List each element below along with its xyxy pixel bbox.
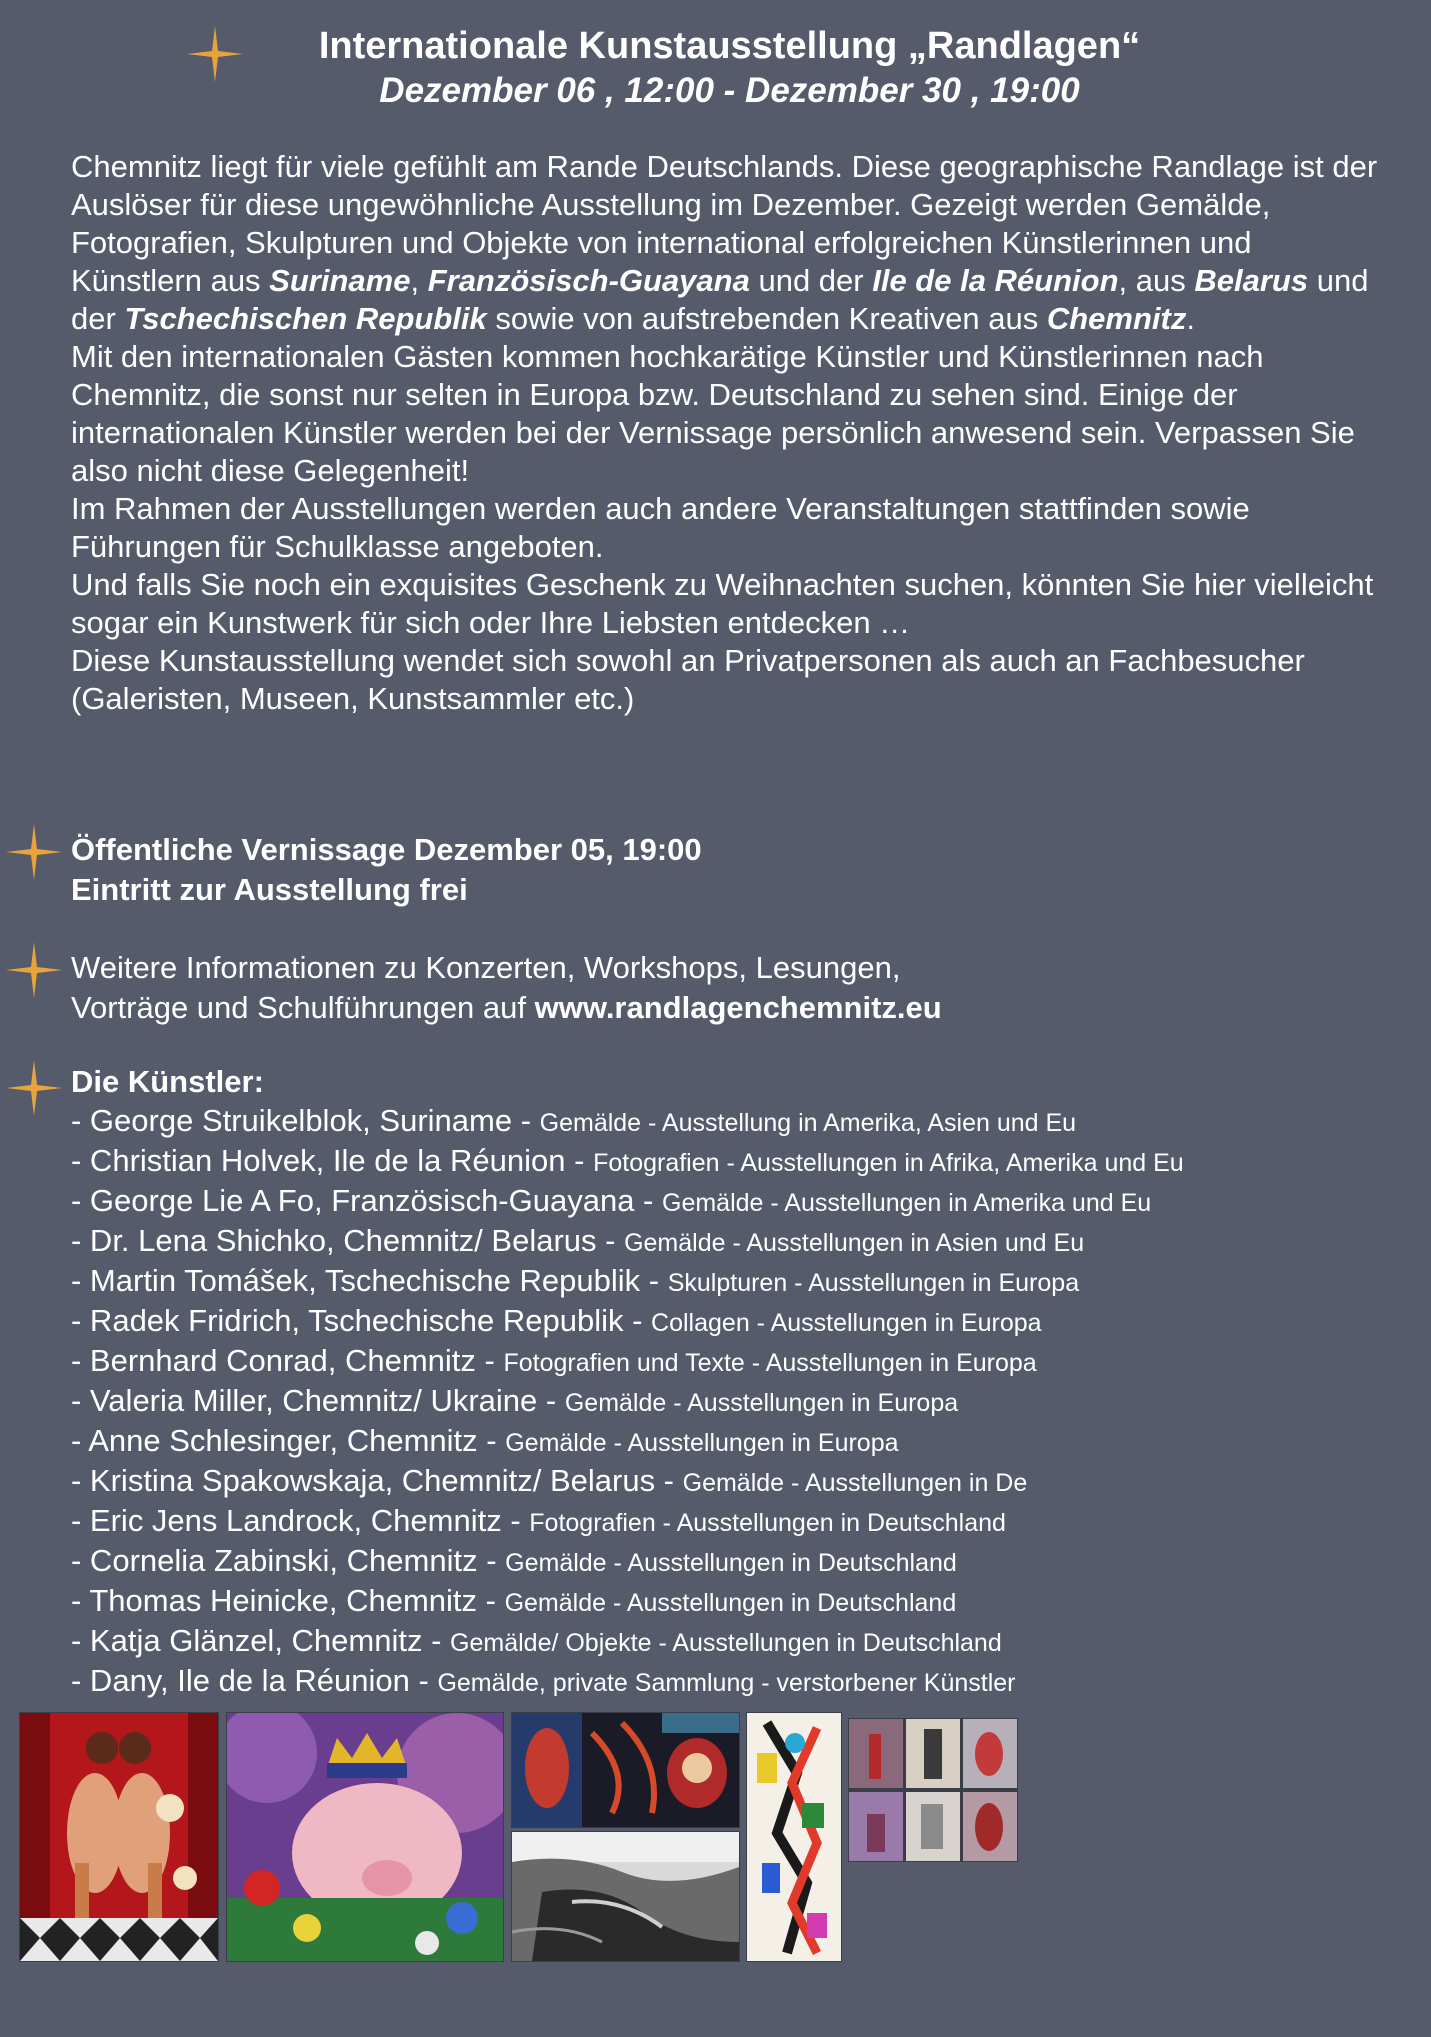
intro-paragraph-6: (Galeristen, Museen, Kunstsammler etc.) <box>71 681 635 716</box>
artist-detail: Gemälde - Ausstellungen in Amerika und Eu <box>662 1189 1152 1217</box>
artist-name: - Martin Tomášek, Tschechische Republik - <box>71 1263 668 1298</box>
country-reunion: Ile de la Réunion <box>872 263 1119 298</box>
page-title: Internationale Kunstausstellung „Randlagen“ <box>318 25 1141 67</box>
artist-entry <box>71 1502 1411 1542</box>
website-link[interactable]: www.randlagenchemnitz.eu <box>534 990 942 1025</box>
city-chemnitz: Chemnitz <box>1046 301 1187 336</box>
artist-detail: Gemälde - Ausstellungen in Deutschland <box>504 1589 957 1617</box>
artist-entry <box>71 1542 1411 1582</box>
artist-name: - Christian Holvek, Ile de la Réunion - <box>71 1143 594 1178</box>
artist-entry <box>71 1342 1411 1382</box>
artists-list <box>71 1102 1411 1702</box>
info-text: Vorträge und Schulführungen auf <box>71 990 535 1025</box>
artist-entry <box>71 1382 1411 1422</box>
intro-paragraph-1 <box>71 148 1391 338</box>
artwork-image-crowned-pig <box>226 1712 504 1962</box>
artist-name: - George Struikelblok, Suriname - <box>71 1103 540 1138</box>
artist-entry <box>71 1662 1411 1702</box>
artist-entry <box>71 1582 1411 1622</box>
artist-detail: Gemälde - Ausstellungen in Europa <box>505 1429 899 1457</box>
artist-detail: Fotografien - Ausstellungen in Deutschland <box>529 1509 1006 1537</box>
intro-paragraph-5: Diese Kunstausstellung wendet sich sowohl an Privatpersonen als auch an Fachbesucher <box>71 643 1305 678</box>
artist-detail: Skulpturen - Ausstellungen in Europa <box>667 1269 1080 1297</box>
artwork-image-twins <box>19 1712 219 1962</box>
event-dates: Dezember 06 , 12:00 - Dezember 30 , 19:00 <box>379 71 1080 110</box>
country-belarus: Belarus <box>1194 263 1309 298</box>
intro-paragraph-2: Mit den internationalen Gästen kommen hochkarätige Künstler und Künstlerinnen nach Chemnitz, die sonst nur selten in Europa bzw. Deutschland zu sehen sind. Einige der internationalen Künstler werden bei der Vernissage persönlich anwesend sein. Verpassen Sie also nicht diese Gelegenheit! <box>71 339 1355 488</box>
artwork-image-bw-photograph <box>511 1831 740 1962</box>
vernissage-date: Öffentliche Vernissage Dezember 05, 19:00 <box>71 832 702 867</box>
artist-detail: Gemälde - Ausstellungen in De <box>682 1469 1028 1497</box>
artist-name: - Valeria Miller, Chemnitz/ Ukraine - <box>71 1383 565 1418</box>
artist-detail: Collagen - Ausstellungen in Europa <box>651 1309 1042 1337</box>
artist-entry <box>71 1422 1411 1462</box>
sparkle-star-icon <box>4 1058 64 1118</box>
sparkle-star-icon <box>4 940 64 1000</box>
vernissage-section <box>71 830 702 910</box>
artist-detail: Gemälde - Ausstellungen in Deutschland <box>505 1549 957 1577</box>
artist-detail: Gemälde - Ausstellung in Amerika, Asien und Eu <box>539 1109 1077 1137</box>
intro-text-part: , aus <box>1118 263 1195 298</box>
artist-entry <box>71 1262 1411 1302</box>
artist-entry <box>71 1462 1411 1502</box>
intro-text-part: Chemnitz liegt für viele gefühlt am Rande Deutschlands. Diese geographische Randlage ist der Auslöser für diese ungewöhnliche Ausstellung im Dezember. Gezeigt werden Gemälde, Fotografien, Skulpturen und Objekte von international erfolgreichen Künstlerinnen und Künstlern aus <box>71 149 1378 298</box>
intro-text-part: , <box>410 263 428 298</box>
artist-name: - Kristina Spakowskaja, Chemnitz/ Belarus - <box>71 1463 683 1498</box>
artist-entry <box>71 1182 1411 1222</box>
artist-detail: Fotografien - Ausstellungen in Afrika, Amerika und Eu <box>593 1149 1184 1177</box>
info-line-2 <box>71 988 942 1028</box>
intro-text-part: . <box>1186 301 1195 336</box>
artist-name: - Dany, Ile de la Réunion - <box>71 1663 438 1698</box>
intro-paragraph-3: Im Rahmen der Ausstellungen werden auch andere Veranstaltungen stattfinden sowie Führungen für Schulklasse angeboten. <box>71 491 1250 564</box>
country-suriname: Suriname <box>269 263 411 298</box>
artwork-image-abstract-figures <box>511 1712 740 1828</box>
artist-name: - George Lie A Fo, Französisch-Guayana - <box>71 1183 662 1218</box>
country-french-guiana: Französisch-Guayana <box>427 263 750 298</box>
artist-name: - Cornelia Zabinski, Chemnitz - <box>71 1543 506 1578</box>
artist-entry <box>71 1622 1411 1662</box>
artist-detail: Fotografien und Texte - Ausstellungen in Europa <box>503 1349 1037 1377</box>
artist-name: - Anne Schlesinger, Chemnitz - <box>71 1423 506 1458</box>
artist-name: - Dr. Lena Shichko, Chemnitz/ Belarus - <box>71 1223 625 1258</box>
header <box>0 22 1431 112</box>
free-entry: Eintritt zur Ausstellung frei <box>71 872 468 907</box>
intro-text <box>71 148 1391 718</box>
artist-name: - Katja Glänzel, Chemnitz - <box>71 1623 451 1658</box>
artist-entry <box>71 1222 1411 1262</box>
artists-heading: Die Künstler: <box>71 1064 264 1099</box>
intro-text-part: sowie von aufstrebenden Kreativen aus <box>486 301 1047 336</box>
artist-entry <box>71 1102 1411 1142</box>
sparkle-star-icon <box>4 822 64 882</box>
artwork-image-colorful-figure <box>746 1712 842 1962</box>
country-czech: Tschechischen Republik <box>124 301 487 336</box>
artist-name: - Eric Jens Landrock, Chemnitz - <box>71 1503 530 1538</box>
artwork-image-sculpture-collage <box>848 1718 1018 1862</box>
artist-name: - Bernhard Conrad, Chemnitz - <box>71 1343 504 1378</box>
artist-name: - Radek Fridrich, Tschechische Republik - <box>71 1303 652 1338</box>
artist-detail: Gemälde - Ausstellungen in Europa <box>564 1389 959 1417</box>
artist-name: - Thomas Heinicke, Chemnitz - <box>71 1583 505 1618</box>
artist-entry <box>71 1302 1411 1342</box>
info-section <box>71 948 942 1028</box>
intro-paragraph-4: Und falls Sie noch ein exquisites Geschenk zu Weihnachten suchen, könnten Sie hier vielleicht sogar ein Kunstwerk für sich oder Ihre Liebsten entdecken … <box>71 567 1374 640</box>
intro-text-part: und der <box>71 263 1369 336</box>
artist-detail: Gemälde, private Sammlung - verstorbener Künstler <box>437 1669 1016 1697</box>
artist-detail: Gemälde - Ausstellungen in Asien und Eu <box>624 1229 1085 1257</box>
info-line-1: Weitere Informationen zu Konzerten, Workshops, Lesungen, <box>71 950 901 985</box>
intro-text-part: und der <box>749 263 873 298</box>
artists-section <box>71 1062 1411 1702</box>
artist-detail: Gemälde/ Objekte - Ausstellungen in Deutschland <box>450 1629 1002 1657</box>
artist-entry <box>71 1142 1411 1182</box>
